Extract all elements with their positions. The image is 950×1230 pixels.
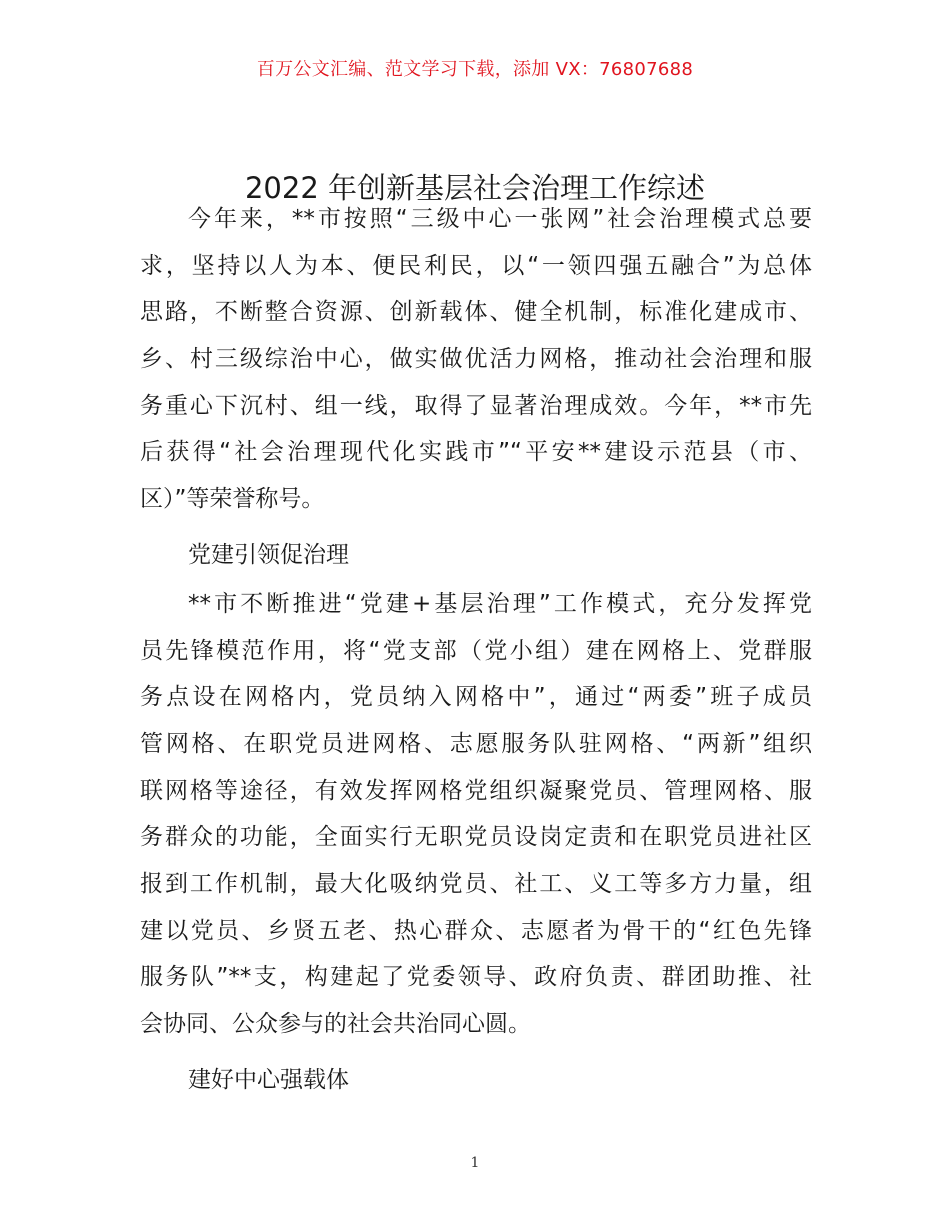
paragraph-line: 区）”等荣誉称号。: [140, 486, 325, 513]
paragraph-line: 会协同、公众参与的社会共治同心圆。: [140, 1011, 531, 1037]
paragraph-line: 今年来，**市按照“三级中心一张网”社会治理模式总要: [188, 206, 812, 232]
watermark-header: 百万公文汇编、范文学习下载，添加 VX：76807688: [256, 59, 694, 80]
page-number: 1: [470, 1155, 480, 1171]
paragraph-line: 求，坚持以人为本、便民利民，以“一领四强五融合”为总体: [140, 252, 812, 279]
paragraph-line: 务点设在网格内，党员纳入网格中”，通过“两委”班子成员: [140, 684, 812, 711]
section-heading-center: 建好中心强载体: [188, 1066, 349, 1093]
paragraph-party-building: [140, 581, 812, 1048]
section-heading-party-building: 党建引领促治理: [188, 541, 349, 568]
document-body: [140, 196, 812, 1106]
paragraph-line: 管网格、在职党员进网格、志愿服务队驻网格、“两新”组织: [140, 730, 812, 757]
document-title: 2022 年创新基层社会治理工作综述: [244, 171, 706, 205]
paragraph-line: 乡、村三级综治中心，做实做优活力网格，推动社会治理和服: [140, 346, 812, 373]
paragraph-intro: [140, 196, 812, 523]
paragraph-line: 务群众的功能，全面实行无职党员设岗定责和在职党员进社区: [140, 824, 812, 851]
paragraph-line: 员先锋模范作用，将“党支部（党小组）建在网格上、党群服: [140, 637, 812, 664]
paragraph-line: 后获得“社会治理现代化实践市”“平安**建设示范县（市、: [140, 439, 812, 466]
paragraph-line: 建以党员、乡贤五老、热心群众、志愿者为骨干的“红色先锋: [140, 917, 812, 944]
paragraph-line: 报到工作机制，最大化吸纳党员、社工、义工等多方力量，组: [140, 870, 812, 897]
paragraph-line: 服务队”**支，构建起了党委领导、政府负责、群团助推、社: [140, 964, 812, 991]
paragraph-line: **市不断推进“党建+基层治理”工作模式，充分发挥党: [188, 590, 812, 617]
paragraph-line: 务重心下沉村、组一线，取得了显著治理成效。今年，**市先: [140, 392, 812, 419]
paragraph-line: 思路，不断整合资源、创新载体、健全机制，标准化建成市、: [140, 299, 812, 326]
paragraph-line: 联网格等途径，有效发挥网格党组织凝聚党员、管理网格、服: [140, 777, 812, 804]
